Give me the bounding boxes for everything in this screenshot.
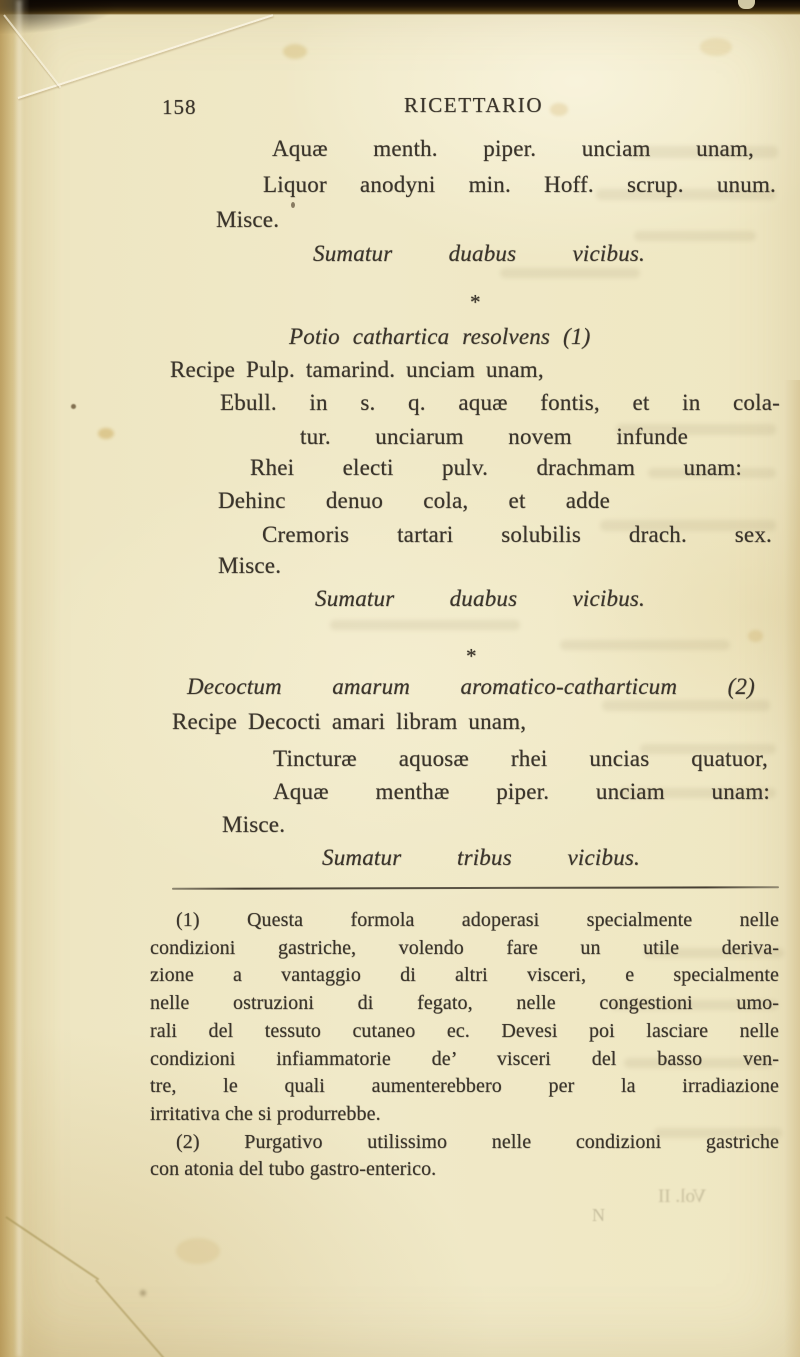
torn-left-page-edge (0, 0, 30, 1357)
recipe-dosage-line: Sumatur tribus vicibus. (322, 845, 640, 870)
recipe-title: Potio cathartica resolvens (1) (289, 324, 591, 349)
foxing-spot (283, 44, 307, 59)
asterisk-separator: * (466, 644, 477, 668)
recipe-line: Recipe Decocti amari libram unam, (172, 709, 527, 734)
torn-edge-highlight (17, 0, 21, 1357)
book-top-edge (0, 0, 800, 15)
recipe-mix-line: Misce. (218, 553, 282, 578)
bleedthrough-smudge (602, 700, 770, 711)
footnote-line: tre, le quali aumenterebbero per la irradiazione (150, 1075, 779, 1098)
running-title: RICETTARIO (404, 93, 544, 117)
footnotes-block (150, 907, 779, 1184)
foxing-spot (291, 202, 295, 208)
bleedthrough-smudge (634, 231, 756, 241)
bleedthrough-volume-label: Vol. II (658, 1186, 707, 1207)
foxing-spot (71, 404, 76, 409)
bleedthrough-smudge (330, 620, 520, 630)
bleedthrough-smudge (500, 268, 640, 278)
footnote-line: rali del tessuto cutaneo ec. Devesi poi lasciare nelle (150, 1019, 779, 1042)
footnote-line: irritativa che si produrrebbe. (150, 1102, 381, 1125)
paper-crease (95, 1279, 172, 1357)
bleedthrough-smudge (560, 640, 730, 650)
asterisk-separator: * (470, 290, 481, 314)
footnote-line: zione a vantaggio di altri visceri, e specialmente (150, 964, 779, 987)
page-number: 158 (162, 95, 197, 119)
recipe-line: Aquæ menthæ piper. unciam unam: (273, 779, 770, 804)
footnote-line: con atonia del tubo gastro-enterico. (150, 1158, 437, 1181)
recipe-line: Rhei electi pulv. drachmam unam: (250, 455, 742, 480)
foxing-spot (176, 1238, 220, 1264)
footnote-line: condizioni infiammatorie de’ visceri del basso ven- (150, 1047, 779, 1070)
recipe-line: Dehinc denuo cola, et adde (218, 488, 610, 513)
recipe-line: Recipe Pulp. tamarind. unciam unam, (170, 357, 544, 382)
foxing-spot (748, 630, 763, 642)
recipe-mix-line: Misce. (216, 207, 280, 232)
recipe-dosage-line: Sumatur duabus vicibus. (313, 241, 645, 266)
recipe-dosage-line: Sumatur duabus vicibus. (315, 586, 645, 611)
foxing-spot (550, 103, 568, 116)
footnote-line: condizioni gastriche, volendo fare un utile deriva- (150, 936, 779, 959)
recipe-ingredient-line: Aquæ menth. piper. unciam unam, (272, 136, 754, 161)
footnote-line: (1) Questa formola adoperasi specialmente nelle (176, 909, 779, 931)
page-right-shade (784, 380, 800, 1357)
foxing-spot (98, 428, 114, 439)
footnote-line: nelle ostruzioni di fegato, nelle congestioni umo- (150, 992, 779, 1015)
footnote-separator-rule (172, 886, 779, 890)
footnote-line: (2) Purgativo utilissimo nelle condizioni gastriche (176, 1130, 779, 1153)
recipe-line: Ebull. in s. q. aquæ fontis, et in cola- (220, 390, 780, 415)
foxing-spot (700, 38, 732, 56)
recipe-ingredient-line: Liquor anodyni min. Hoff. scrup. unum. (263, 172, 776, 197)
recipe-line: tur. unciarum novem infunde (300, 424, 688, 449)
foxing-spot (140, 1290, 146, 1296)
recipe-line: Cremoris tartari solubilis drach. sex. (262, 522, 772, 547)
recipe-title: Decoctum amarum aromatico-catharticum (2) (187, 674, 755, 699)
gathering-signature-mark: N (592, 1205, 605, 1225)
recipe-mix-line: Misce. (222, 812, 286, 837)
recipe-line: Tincturæ aquosæ rhei uncias quatuor, (273, 746, 768, 771)
